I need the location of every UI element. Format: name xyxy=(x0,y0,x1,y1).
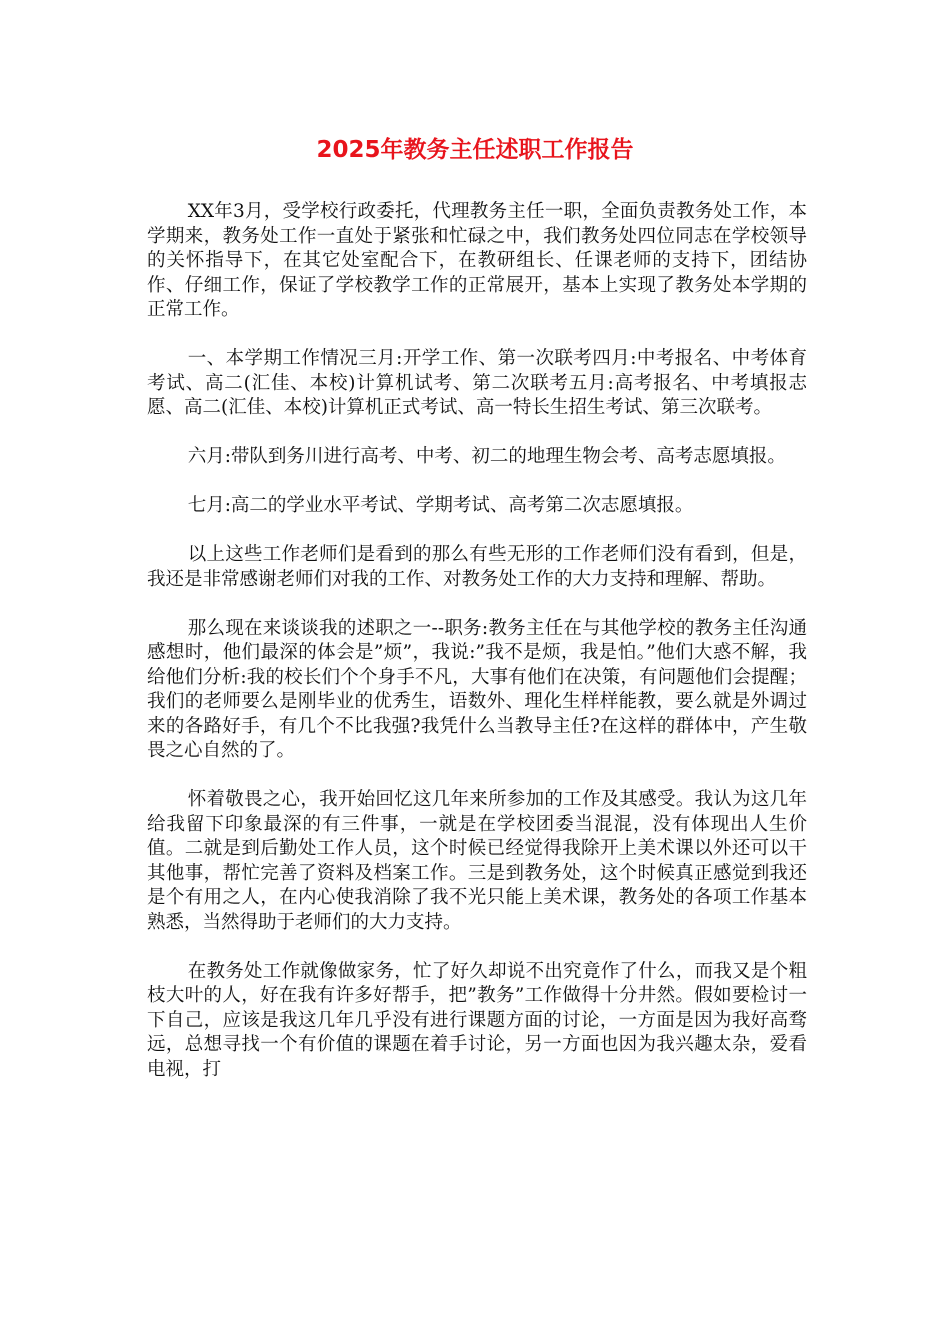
paragraph-3: 六月:带队到务川进行高考、中考、初二的地理生物会考、高考志愿填报。 xyxy=(187,446,786,467)
paragraph-1: XX年3月，受学校行政委托，代理教务主任一职，全面负责教务处工作，本学期来，教务处工作一直处于紧张和忙碌之中，我们教务处四位同志在学校领导的关怀指导下，在其它处室配合下，在教研组长、任课老师的支持下，团结协作、仔细工作，保证了学校教学工作的正常展开，基本上实现了教务处本学期的正常工作。 xyxy=(147,201,807,320)
document-title: 2025年教务主任述职工作报告 xyxy=(316,137,634,163)
paragraph-6: 那么现在来谈谈我的述职之一--职务:教务主任在与其他学校的教务主任沟通感想时，他们最深的体会是”烦”，我说:”我不是烦，我是怕。”他们大惑不解，我给他们分析:我的校长们个个身手不凡，大事有他们在决策，有问题他们会提醒；我们的老师要么是刚毕业的优秀生，语数外、理化生样样能教，要么就是外调过来的各路好手，有几个不比我强?我凭什么当教导主任?在这样的群体中，产生敬畏之心自然的了。 xyxy=(147,617,807,761)
paragraph-2: 一、本学期工作情况三月:开学工作、第一次联考四月:中考报名、中考体育考试、高二(汇佳、本校)计算机试考、第二次联考五月:高考报名、中考填报志愿、高二(汇佳、本校)计算机正式考试、高一特长生招生考试、第三次联考。 xyxy=(147,348,807,418)
document-body xyxy=(147,200,807,1107)
paragraph-5: 以上这些工作老师们是看到的那么有些无形的工作老师们没有看到，但是，我还是非常感谢老师们对我的工作、对教务处工作的大力支持和理解、帮助。 xyxy=(147,544,807,590)
paragraph-4: 七月:高二的学业水平考试、学期考试、高考第二次志愿填报。 xyxy=(187,495,694,516)
paragraph-7: 怀着敬畏之心，我开始回忆这几年来所参加的工作及其感受。我认为这几年给我留下印象最深的有三件事，一就是在学校团委当混混，没有体现出人生价值。二就是到后勤处工作人员，这个时候已经觉得我除开上美术课以外还可以干其他事，帮忙完善了资料及档案工作。三是到教务处，这个时候真正感觉到我还是个有用之人，在内心使我消除了我不光只能上美术课，教务处的各项工作基本熟悉，当然得助于老师们的大力支持。 xyxy=(147,789,807,933)
paragraph-8: 在教务处工作就像做家务，忙了好久却说不出究竟作了什么，而我又是个粗枝大叶的人，好在我有许多好帮手，把”教务”工作做得十分井然。假如要检讨一下自己，应该是我这几年几乎没有进行课题方面的讨论，一方面是因为我好高骛远，总想寻找一个有价值的课题在着手讨论，另一方面也因为我兴趣太杂，爱看电视，打 xyxy=(147,960,807,1080)
